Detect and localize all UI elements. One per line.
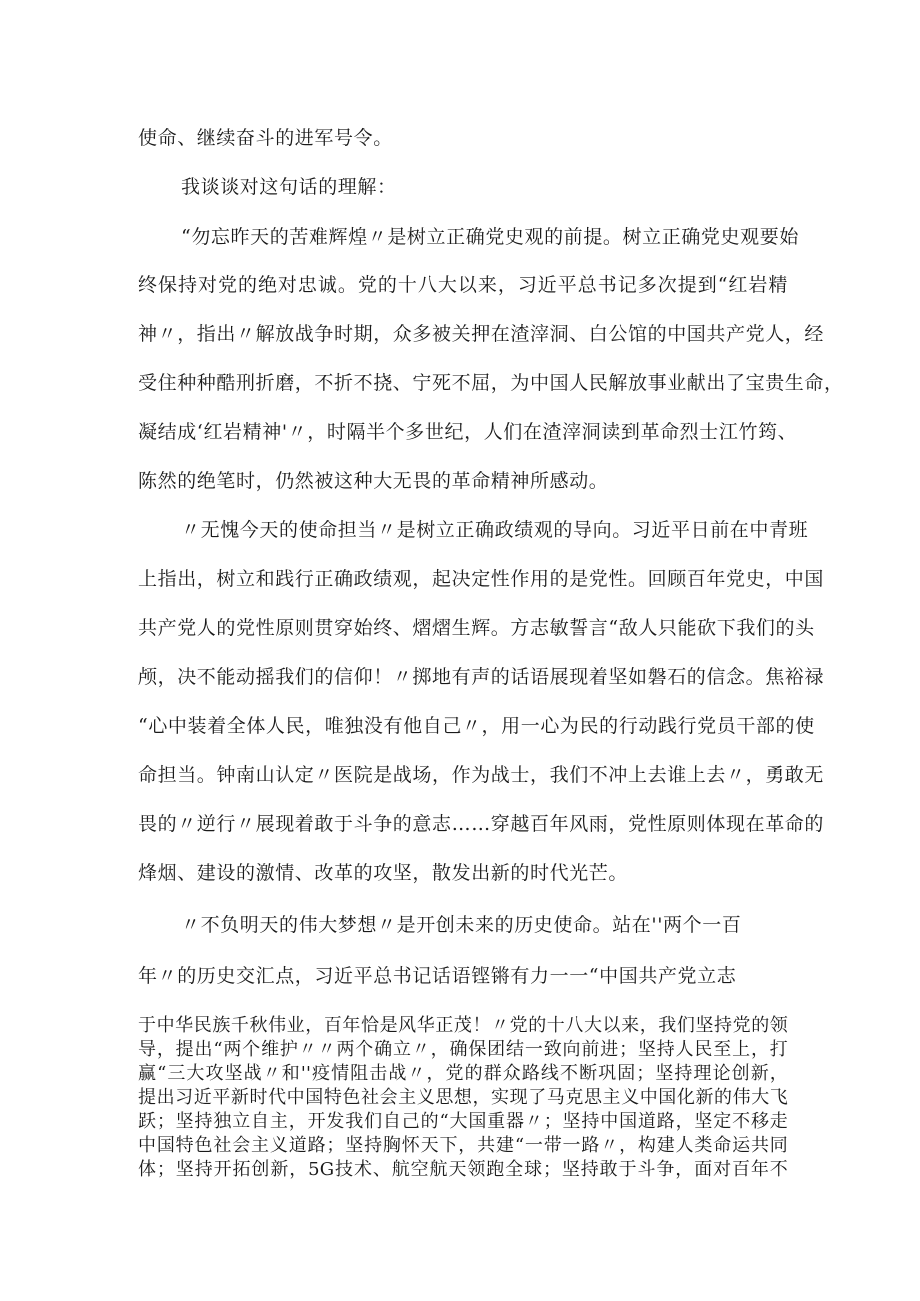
text-line: 我谈谈对这句话的理解： xyxy=(181,176,397,198)
text-line: 导，提出“两个维护〃〃两个确立〃，确保团结一致向前进；坚持人民至上，打 xyxy=(138,1039,788,1060)
text-line: 终保持对党的绝对忠诚。党的十八大以来，习近平总书记多次提到“红岩精 xyxy=(138,274,788,296)
text-line: 共产党人的党性原则贯穿始终、熠熠生辉。方志敏誓言“敌人只能砍下我们的头 xyxy=(138,617,815,639)
text-line: 上指出，树立和践行正确政绩观，起决定性作用的是党性。回顾百年党史，中国 xyxy=(138,568,825,590)
text-line: 跃；坚持独立自主，开发我们自己的“大国重器〃；坚持中国道路，坚定不移走 xyxy=(138,1111,788,1132)
text-line: 畏的〃逆行〃展现着敢于斗争的意志……穿越百年风雨，党性原则体现在革命的 xyxy=(138,813,825,835)
text-line: 凝结成‘红岩精神'〃，时隔半个多世纪，人们在渣滓洞读到革命烈士江竹筠、 xyxy=(138,421,798,443)
text-line: 陈然的绝笔时，仍然被这种大无畏的革命精神所感动。 xyxy=(138,470,609,492)
text-line: 提出习近平新时代中国特色社会主义思想，实现了马克思主义中国化新的伟大飞 xyxy=(138,1087,788,1108)
text-line: 〃无愧今天的使命担当〃是树立正确政绩观的导向。习近平日前在中青班 xyxy=(181,519,809,541)
text-line: 烽烟、建设的激情、改革的攻坚，散发出新的时代光芒。 xyxy=(138,862,629,884)
text-line: 命担当。钟南山认定〃医院是战场，作为战士，我们不冲上去谁上去〃，勇敢无 xyxy=(138,764,825,786)
text-line: 颅，决不能动摇我们的信仰！〃掷地有声的话语展现着坚如磐石的信念。焦裕禄 xyxy=(138,666,825,688)
text-line: 受住种种酷刑折磨，不折不挠、宁死不屈，为中国人民解放事业献出了宝贵生命， xyxy=(138,372,844,394)
text-line: 〃不负明天的伟大梦想〃是开创未来的历史使命。站在''两个一百 xyxy=(181,914,742,936)
text-line: 使命、继续奋斗的进军号令。 xyxy=(138,127,393,149)
text-line: 中国特色社会主义道路；坚持胸怀天下，共建“一带一路〃，构建人类命运共同 xyxy=(138,1135,788,1156)
text-line: 年〃的历史交汇点，习近平总书记话语铿锵有力一一“中国共产党立志 xyxy=(138,965,737,987)
text-line: 赢“三大攻坚战〃和''疫情阻击战〃，党的群众路线不断巩固；坚持理论创新， xyxy=(138,1063,788,1084)
text-line: “勿忘昨天的苦难辉煌〃是树立正确党史观的前提。树立正确党史观要始 xyxy=(181,226,799,248)
text-line: 神〃，指出〃解放战争时期，众多被关押在渣滓洞、白公馆的中国共产党人，经 xyxy=(138,323,825,345)
text-line: 体；坚持开拓创新，5G技术、航空航天领跑全球；坚持敢于斗争，面对百年不 xyxy=(138,1159,788,1180)
text-line: “心中装着全体人民，唯独没有他自己〃，用一心为民的行动践行党员干部的使 xyxy=(138,715,815,737)
text-line: 于中华民族千秋伟业，百年恰是风华正茂！〃党的十八大以来，我们坚持党的领 xyxy=(138,1015,788,1036)
